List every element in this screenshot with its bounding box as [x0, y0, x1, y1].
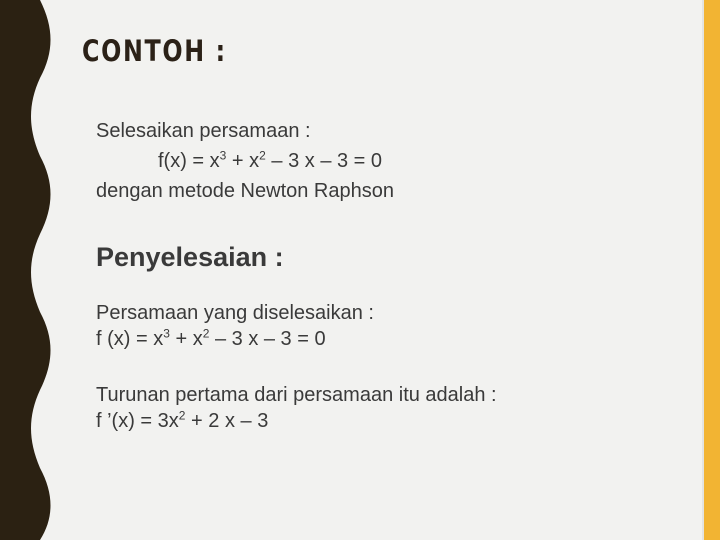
derivative-expression: f ’(x) = $3x^2 + 2$ x – 3 [96, 408, 269, 432]
exponent: 2 [178, 408, 186, 423]
problem-line-3: dengan metode Newton Raphson [96, 180, 394, 202]
problem-equation: $f(x) = x^3 + x^2 - 3$ x – 3 = 0 [158, 148, 383, 172]
exponent: 3 [163, 326, 170, 341]
slide-title: CONTOH : [82, 34, 227, 68]
derivative-block [96, 382, 686, 434]
equation-expression: f $(x) = x^3 + x^2 - 3$ x – 3 = 0 [96, 326, 326, 350]
wavy-left-bar [0, 0, 60, 540]
slide-content [96, 116, 686, 434]
exponent: 2 [202, 326, 210, 341]
exponent: 3 [219, 148, 227, 163]
equation-block [96, 300, 686, 352]
accent-bar [704, 0, 720, 540]
derivative-label: Turunan pertama dari persamaan itu adalah : [96, 384, 497, 406]
equation-label: Persamaan yang diselesaikan : [96, 302, 374, 324]
problem-line-1: Selesaikan persamaan : [96, 120, 311, 142]
exponent: 2 [259, 148, 266, 163]
solution-heading: Penyelesaian : [96, 242, 284, 272]
